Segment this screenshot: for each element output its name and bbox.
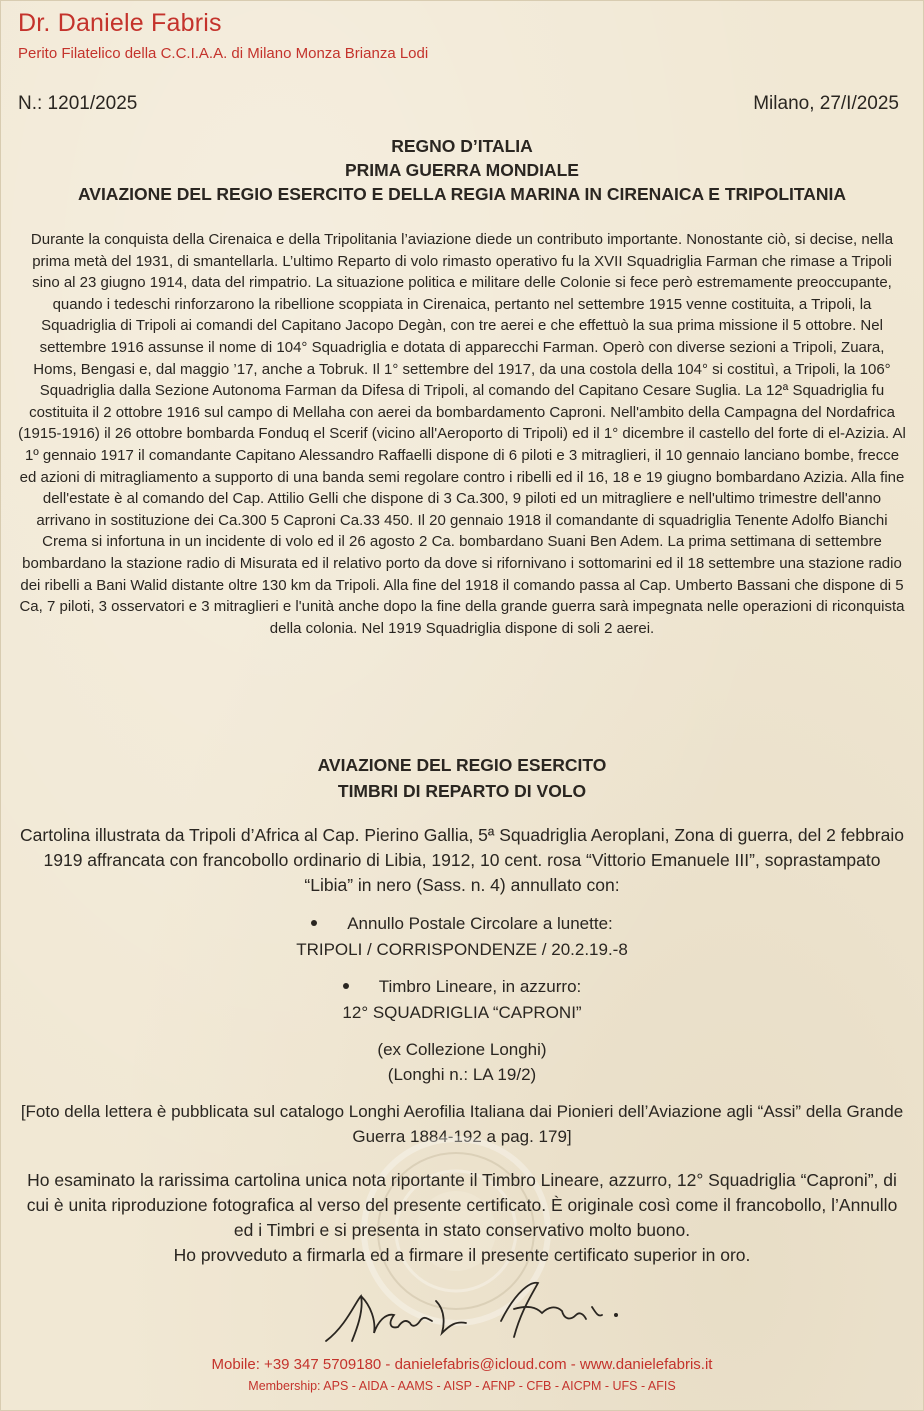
section-title-line: AVIAZIONE DEL REGIO ESERCITO xyxy=(317,755,607,775)
expert-name: Dr. Daniele Fabris xyxy=(18,9,222,37)
section-title-line: TIMBRI DI REPARTO DI VOLO xyxy=(337,781,587,801)
section-titles xyxy=(1,752,923,804)
title-line: AVIAZIONE DEL REGIO ESERCITO E DELLA REGIA MARINA IN CIRENAICA E TRIPOLITANIA xyxy=(77,184,847,204)
longhi-number: (Longhi n.: LA 19/2) xyxy=(387,1065,537,1084)
bullet-icon xyxy=(343,983,349,989)
catalog-reference: [Foto della lettera è pubblicata sul catalogo Longhi Aerofilia Italiana dai Pionieri dell’Aviazione agli “Assi” della Grande Guerra 1884-192 a pag. 179] xyxy=(20,1102,904,1146)
footer-membership: Membership: APS - AIDA - AAMS - AISP - AFNP - CFB - AICPM - UFS - AFIS xyxy=(248,1379,676,1393)
conclusion-paragraph: Ho provveduto a firmarla ed a firmare il presente certificato superior in oro. xyxy=(173,1245,751,1265)
bullet-detail: 12° SQUADRIGLIA “CAPRONI” xyxy=(342,1003,582,1022)
conclusion-text xyxy=(17,1168,907,1268)
bullet-icon xyxy=(311,920,317,926)
handwritten-signature xyxy=(316,1271,636,1351)
bullet-item xyxy=(1,914,923,934)
place-date: Milano, 27/I/2025 xyxy=(753,93,899,114)
bullet-label: Annullo Postale Circolare a lunette: xyxy=(347,914,613,933)
footer-contact: Mobile: +39 347 5709180 - danielefabris@icloud.com - www.danielefabris.it xyxy=(211,1356,713,1373)
bullet-detail: TRIPOLI / CORRISPONDENZE / 20.2.19.-8 xyxy=(296,940,628,959)
collection-note: (ex Collezione Longhi) xyxy=(377,1040,547,1059)
certificate-number: N.: 1201/2025 xyxy=(18,93,138,114)
bullet-item xyxy=(1,977,923,997)
expert-subtitle: Perito Filatelico della C.C.I.A.A. di Milano Monza Brianza Lodi xyxy=(18,45,429,62)
conclusion-paragraph: Ho esaminato la rarissima cartolina unica nota riportante il Timbro Lineare, azzurro, 12° Squadriglia “Caproni”, di cui è unita riproduzione fotografica al verso del presente certificato. È originale così come il francobollo, l’Annullo ed i Timbri e si presenta in stato conservativo molto buono. xyxy=(26,1170,898,1240)
bullet-label: Timbro Lineare, in azzurro: xyxy=(378,977,582,996)
title-line: PRIMA GUERRA MONDIALE xyxy=(345,160,579,180)
postcard-description: Cartolina illustrata da Tripoli d’Africa al Cap. Pierino Gallia, 5ª Squadriglia Aeroplani, Zona di guerra, del 2 febbraio 1919 affrancata con francobollo ordinario di Libia, 1912, 10 cent. rosa “Vittorio Emanuele III”, soprastampato “Libia” in nero (Sass. n. 4) annullato con: xyxy=(20,825,904,895)
history-paragraph: Durante la conquista della Cirenaica e della Tripolitania l’aviazione diede un contributo importante. Nonostante ciò, si decise, nella prima metà del 1931, di smantellarla. L’ultimo Reparto di volo rimasto operativo fu la XVII Squadriglia Farman che rimase a Tripoli sino al 23 giugno 1914, data del rimpatrio. La situazione politica e militare delle Colonie si fece però estremamente preoccupante, quando i tedeschi rinforzarono la ribellione scoppiata in Cirenaica, pertanto nel settembre 1915 venne costituita, a Tripoli, la Squadriglia di Tripoli ai comandi del Capitano Jacopo Degàn, con tre aerei e che effettuò la sua prima missione il 5 ottobre. Nel settembre 1916 assunse il nome di 104° Squadriglia e dotata di apparecchi Farman. Operò con diverse sezioni a Tripoli, Zuara, Homs, Bengasi e, dal maggio ’17, anche a Tobruk. Il 1° settembre del 1917, da una costola della 104° si costituì, a Tripoli, la 106° Squadriglia dalla Sezione Autonoma Farman da Difesa di Tripoli, al comando del Capitano Cesare Suglia. La 12ª Squadriglia fu costituita il 2 ottobre 1916 sul campo di Mellaha con aerei da bombardamento Caproni. Nell'ambito della Campagna del Nordafrica (1915-1916) il 26 ottobre bombarda Fonduq el Scerif (vicino all'Aeroporto di Tripoli) ed il 1° dicembre il castello del forte di el-Azizia. Al 1º gennaio 1917 il comandante Capitano Alessandro Raffaelli dispone di 6 piloti e 3 mitraglieri, il 10 gennaio lanciano bombe, frecce ed azioni di mitragliamento a supporto di una banda semi regolare contro i ribelli ed il 16, 18 e 19 giugno bombardano Azizia. Alla fine dell'estate è al comando del Cap. Attilio Gelli che dispone di 3 Ca.300, 9 piloti ed un mitragliere e nell'ultimo trimestre dell'anno arrivano in sostituzione dei Ca.300 5 Caproni Ca.33 450. Il 20 gennaio 1918 il comandante di squadriglia Tenente Adolfo Bianchi Crema si infortuna in un incidente di volo ed il 26 agosto 2 Ca. bombardano Suani Ben Adem. La prima settimana di settembre bombardano la stazione radio di Misurata ed il relativo porto da dove si rifornivano i sottomarini ed il 18 settembre una stazione radio dei ribelli a Bani Walid distante oltre 130 km da Tripoli. Alla fine del 1918 il comando passa al Cap. Umberto Bassani che dispone di 5 Ca, 7 piloti, 3 osservatori e 3 mitraglieri e l'unità anche dopo la fine della grande guerra sarà impegnata nelle operazioni di riconquista della colonia. Nel 1919 Squadriglia dispone di soli 2 aerei. xyxy=(18,231,906,637)
main-titles xyxy=(1,134,923,206)
title-line: REGNO D’ITALIA xyxy=(391,136,533,156)
